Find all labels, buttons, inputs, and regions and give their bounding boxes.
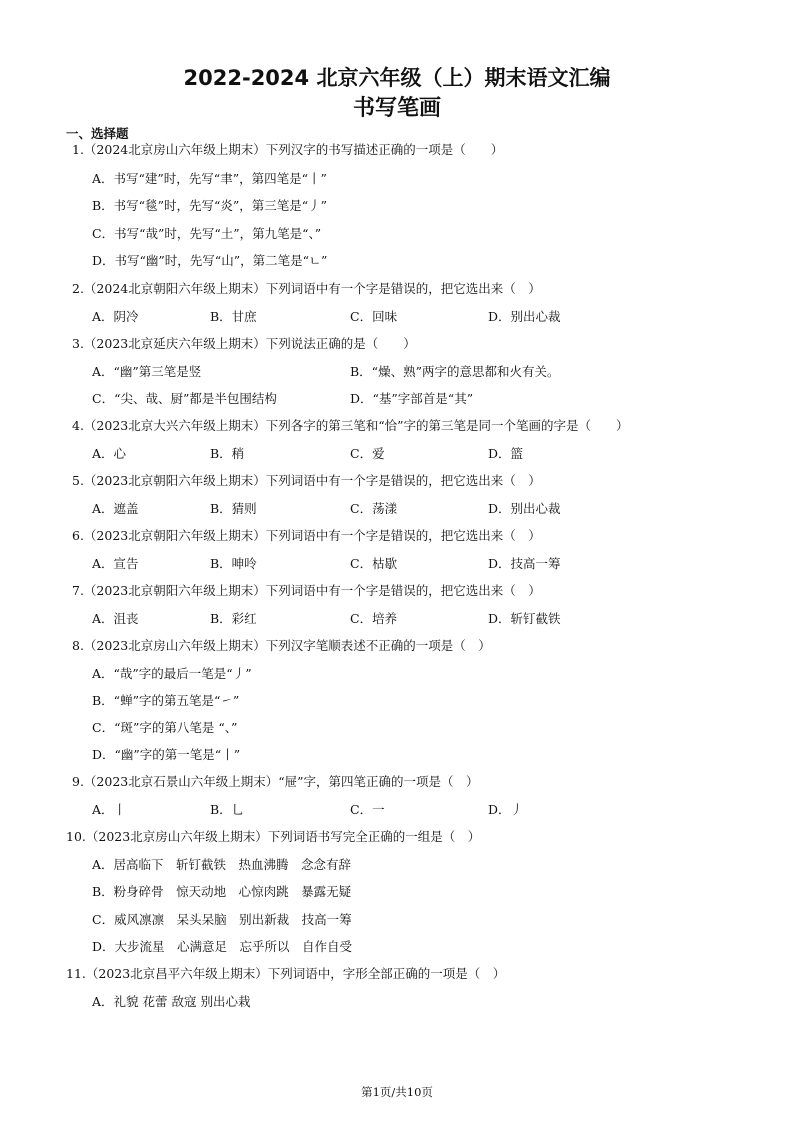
question-3: 3.（2023北京延庆六年级上期末）下列说法正确的是（ ） [72, 336, 416, 351]
q7-option-d: D．斩钉截铁 [488, 611, 561, 626]
q2-option-c: C．回味 [350, 309, 398, 324]
q3-option-d: D．“基”字部首是“其” [350, 391, 474, 406]
q6-option-c: C．枯歇 [350, 556, 398, 571]
question-8: 8.（2023北京房山六年级上期末）下列汉字笔顺表述不正确的一项是（ ） [72, 638, 491, 653]
q10-option-c: C．威风凛凛 呆头呆脑 别出新裁 技高一筹 [92, 912, 352, 927]
question-11: 11.（2023北京昌平六年级上期末）下列词语中，字形全部正确的一项是（ ） [66, 966, 506, 981]
question-4: 4.（2023北京大兴六年级上期末）下列各字的第三笔和“恰”字的第三笔是同一个笔画的字是（ ） [72, 418, 629, 433]
q5-option-c: C．荡漾 [350, 501, 398, 516]
q8-option-d: D．“幽”字的第一笔是“丨” [92, 747, 241, 762]
question-2: 2.（2024北京朝阳六年级上期末）下列词语中有一个字是错误的，把它选出来（ ） [72, 281, 541, 296]
q6-option-d: D．技高一筹 [488, 556, 561, 571]
q1-option-a: A．书写“建”时，先写“聿”，第四笔是“丨” [92, 171, 327, 186]
q4-option-a: A．心 [92, 446, 127, 461]
q6-option-a: A．宣告 [92, 556, 139, 571]
section-heading: 一、选择题 [66, 126, 129, 141]
q2-option-d: D．别出心裁 [488, 309, 561, 324]
q11-option-a: A．礼貌 花蕾 敌寇 别出心栽 [92, 994, 251, 1009]
q10-option-b: B．粉身碎骨 惊天动地 心惊肉跳 暴露无疑 [92, 884, 352, 899]
q9-option-d: D．丿 [488, 802, 524, 817]
question-5: 5.（2023北京朝阳六年级上期末）下列词语中有一个字是错误的，把它选出来（ ） [72, 473, 541, 488]
question-9: 9.（2023北京石景山六年级上期末）“屉”字，第四笔正确的一项是（ ） [72, 774, 479, 789]
q2-option-b: B．甘庶 [210, 309, 257, 324]
q8-option-b: B．“蝉”字的第五笔是“㇀” [92, 693, 240, 708]
question-7: 7.（2023北京朝阳六年级上期末）下列词语中有一个字是错误的，把它选出来（ ） [72, 583, 541, 598]
q2-option-a: A．阴冷 [92, 309, 139, 324]
question-10: 10.（2023北京房山六年级上期末）下列词语书写完全正确的一组是（ ） [66, 829, 481, 844]
q4-option-d: D．篮 [488, 446, 524, 461]
q5-option-a: A．遮盖 [92, 501, 139, 516]
q1-option-c: C．书写“哉”时，先写“土”，第九笔是“、” [92, 226, 322, 241]
q3-option-b: B．“燥、熟”两字的意思都和火有关。 [350, 364, 560, 379]
q5-option-d: D．别出心裁 [488, 501, 561, 516]
q9-option-b: B．乚 [210, 802, 245, 817]
q1-option-d: D．书写“幽”时，先写“山”，第二笔是“ㄴ” [92, 253, 328, 268]
q7-option-a: A．沮丧 [92, 611, 139, 626]
q10-option-a: A．居高临下 斩钉截铁 热血沸腾 念念有辞 [92, 857, 352, 872]
q9-option-c: C．一 [350, 802, 385, 817]
q3-option-a: A．“幽”第三笔是竖 [92, 364, 202, 379]
q8-option-c: C．“斑”字的第八笔是 “、” [92, 720, 238, 735]
q9-option-a: A．丨 [92, 802, 127, 817]
q3-option-c: C．“尖、哉、厨”都是半包围结构 [92, 391, 277, 406]
page-footer: 第1页/共10页 [361, 1085, 433, 1099]
q4-option-b: B．稍 [210, 446, 245, 461]
q8-option-a: A．“哉”字的最后一笔是“丿” [92, 666, 252, 681]
q4-option-c: C．爱 [350, 446, 385, 461]
page-subtitle: 书写笔画 [352, 96, 441, 121]
question-6: 6.（2023北京朝阳六年级上期末）下列词语中有一个字是错误的，把它选出来（ ） [72, 528, 541, 543]
q1-option-b: B．书写“毯”时，先写“炎”，第三笔是“丿” [92, 198, 328, 213]
q5-option-b: B．猜则 [210, 501, 257, 516]
q7-option-b: B．彩红 [210, 611, 257, 626]
q10-option-d: D．大步流星 心满意足 忘乎所以 自作自受 [92, 939, 353, 954]
q6-option-b: B．呻呤 [210, 556, 257, 571]
page-title: 2022-2024 北京六年级（上）期末语文汇编 [183, 66, 611, 90]
q7-option-c: C．培养 [350, 611, 398, 626]
question-1: 1.（2024北京房山六年级上期末）下列汉字的书写描述正确的一项是（ ） [72, 142, 504, 157]
